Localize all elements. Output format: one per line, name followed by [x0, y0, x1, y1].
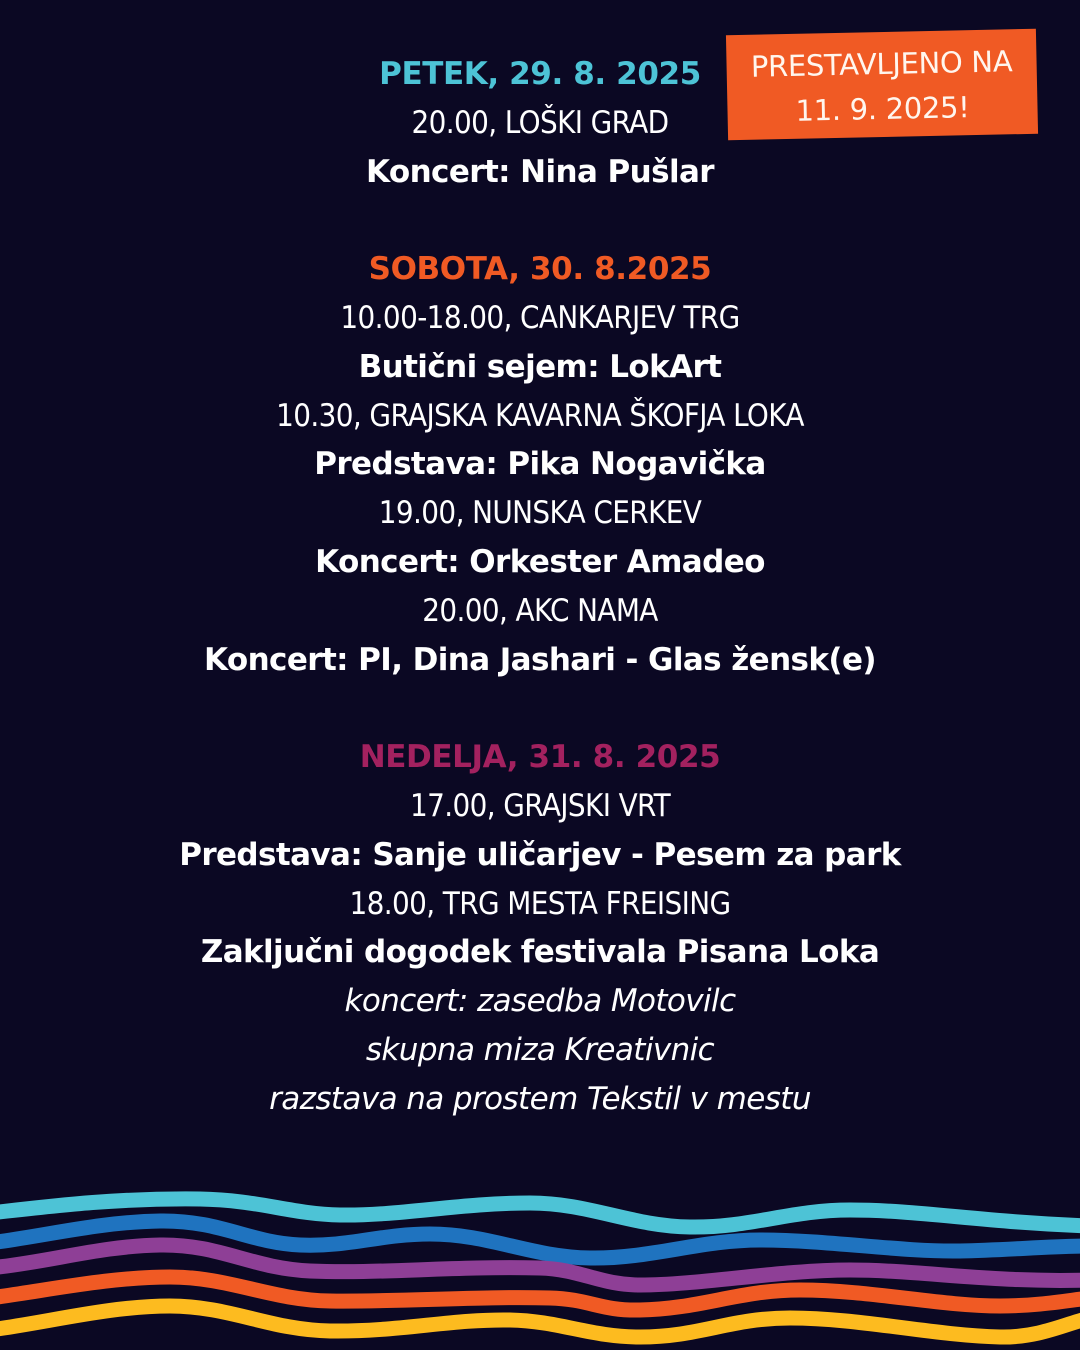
day-heading-friday: PETEK, 29. 8. 2025 — [379, 56, 701, 92]
wave-yellow — [0, 1306, 1080, 1337]
event-title: Koncert: PI, Dina Jashari - Glas žensk(e) — [204, 641, 876, 678]
event-title: Predstava: Pika Nogavička — [314, 446, 766, 483]
event-time-venue: 20.00, AKC NAMA — [422, 592, 658, 629]
event-detail: skupna miza Kreativnic — [365, 1031, 715, 1068]
event-time-venue: 18.00, TRG MESTA FREISING — [349, 885, 731, 922]
event-detail: razstava na prostem Tekstil v mestu — [269, 1080, 811, 1117]
event-title: Koncert: Orkester Amadeo — [315, 543, 765, 580]
event-time-venue: 20.00, LOŠKI GRAD — [411, 104, 669, 141]
day-block-sunday — [90, 733, 990, 1123]
event-time-venue: 17.00, GRAJSKI VRT — [409, 787, 671, 824]
event-time-venue: 10.00-18.00, CANKARJEV TRG — [340, 299, 740, 336]
event-title: Zaključni dogodek festivala Pisana Loka — [200, 934, 880, 971]
event-time-venue: 19.00, NUNSKA CERKEV — [378, 495, 702, 532]
event-time-venue: 10.30, GRAJSKA KAVARNA ŠKOFJA LOKA — [276, 397, 804, 434]
day-heading-saturday: SOBOTA, 30. 8.2025 — [368, 251, 712, 288]
divider-space — [90, 684, 990, 733]
postponed-badge-date: 11. 9. 2025! — [795, 90, 970, 128]
event-title: Butični sejem: LokArt — [358, 348, 722, 385]
postponed-badge-line1: PRESTAVLJENO NA — [750, 44, 1013, 84]
day-heading-sunday: NEDELJA, 31. 8. 2025 — [359, 739, 721, 776]
event-title: Predstava: Sanje uličarjev - Pesem za park — [179, 836, 901, 873]
festival-schedule — [90, 50, 990, 1124]
wave-stripes-decoration — [0, 1170, 1080, 1350]
event-detail: koncert: zasedba Motovilc — [344, 983, 736, 1020]
postponed-badge — [726, 29, 1038, 140]
day-block-saturday — [90, 245, 990, 684]
divider-space — [90, 196, 990, 245]
event-title: Koncert: Nina Pušlar — [366, 153, 714, 190]
